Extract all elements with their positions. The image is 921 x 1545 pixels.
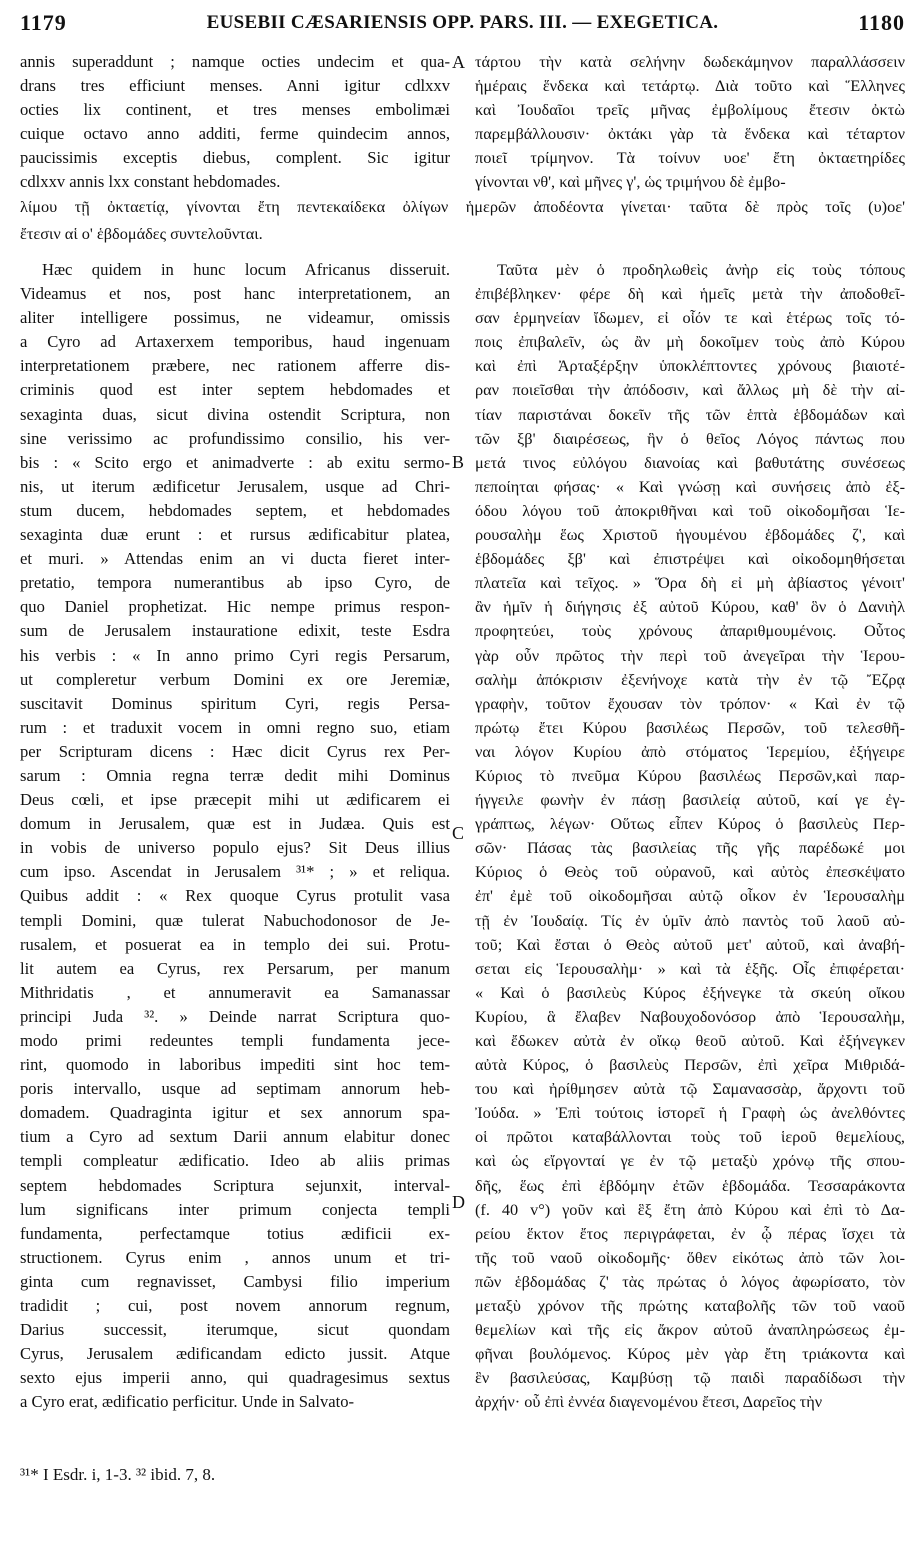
margin-letter-a: A bbox=[452, 52, 465, 72]
text-line: ἂν ἡμῖν ἡ διήγησις ἐξ αὐτοῦ Κύρου, καθ' ὃν ὁ Δανιὴλ bbox=[475, 597, 905, 617]
text-line: paucissimis exceptis diebus, complent. Sic igitur bbox=[20, 148, 450, 168]
text-line: ρείου ἕκτον ἔτος περιγράφεται, ἐν ᾧ πέρας ἴσχει τὰ bbox=[475, 1223, 905, 1243]
text-line: annis superaddunt ; namque octies undecim et qua- bbox=[20, 52, 450, 71]
text-line: structionem. Cyrus enim , annos unum et tri- bbox=[20, 1247, 450, 1267]
text-line: ρουσαλὴμ ἕως Χριστοῦ ἡγουμένου ἑβδομάδες ζ', καὶ bbox=[475, 525, 905, 545]
text-line: sine verissimo ac profundissimo consilio, his ver- bbox=[20, 428, 450, 448]
text-line: rusalem, et posuerat ea in templo dei sui. Protu- bbox=[20, 934, 450, 954]
margin-letter-d: D bbox=[452, 1192, 465, 1212]
text-line: οἱ πρῶτοι καταβάλλονται τοὺς τοῦ ἱεροῦ θεμελίους, bbox=[475, 1127, 905, 1147]
text-line: γραφὴν, τοῦτον ἔχουσαν τὸν τρόπον· « Καὶ ἐν τῷ bbox=[475, 693, 905, 713]
text-line: Κύριος τὸ πνεῦμα Κύρου βασιλέως Περσῶν,καὶ παρ- bbox=[475, 765, 905, 785]
text-line: fundamenta, perfectamque totius ædificii ex- bbox=[20, 1223, 450, 1243]
text-line: πρώτῳ ἔτει Κύρου βασιλέως Περσῶν, τοῦ τελεσθῆ- bbox=[475, 717, 905, 737]
greek-column-main bbox=[475, 258, 905, 1415]
text-line: stum ducem, hebdomades septem, et hebdomades bbox=[20, 500, 450, 520]
greek-column-top bbox=[475, 50, 905, 195]
text-line: καὶ ὡς εἴργονταί γε ἐν τῷ μεταξὺ χρόνῳ τῆς σπου- bbox=[475, 1151, 905, 1171]
text-line: καὶ ἐπὶ Ἀρταξέρξην ὑποκλέπτοντες χρόνους βιαιοτέ- bbox=[475, 356, 905, 376]
text-line: modo primi redeuntes templi fundamenta jece- bbox=[20, 1031, 450, 1050]
text-line: πλατεῖα καὶ τεῖχος. » Ὅρα δὴ εἰ μὴ ἀβίαστος γένοιτ' bbox=[475, 573, 905, 593]
text-line: sexaginta duas, sicut divina ostendit Scriptura, non bbox=[20, 404, 450, 424]
text-line: poris intervallo, usque ad septimam annorum heb- bbox=[20, 1079, 450, 1099]
text-line: sum de Jerusalem instauratione edixit, teste Esdra bbox=[20, 621, 450, 641]
text-line: interpretationem præbere, nec rationem afferre dis- bbox=[20, 356, 450, 376]
text-line: et muri. » Attendas enim an vi ducta fieret inter- bbox=[20, 549, 450, 569]
text-line: a Cyro erat, ædificatio perficitur. Unde in Salvato- bbox=[20, 1392, 355, 1412]
text-line: τῶν ξβ' διαιρέσεως, ἣν ὁ θεῖος Λόγος πάντως που bbox=[475, 428, 905, 448]
text-line: φῆναι βουλόμενος. Κύρος μὲν γὰρ ἔτη τριάκοντα καὶ bbox=[475, 1344, 905, 1364]
text-line: τοῦ; Καὶ ἔσται ὁ Θεὸς αὐτοῦ μετ' αὐτοῦ, καὶ ἀναβή- bbox=[475, 934, 905, 954]
page-number-left: 1179 bbox=[20, 10, 67, 35]
text-line: cuique octavo anno additi, ferme quindecim annos, bbox=[20, 124, 450, 144]
text-line: πεποίηται φήσας· « Καὶ γνώσῃ καὶ συνήσεις ἀπὸ ἐξ- bbox=[475, 476, 905, 496]
text-line: μετά τινος εὐλόγου διανοίας καὶ βαθυτάτης συνέσεως bbox=[475, 452, 905, 472]
text-line: ποις ἐπιβαλεῖν, ὡς ἂν μὴ δοκοῖμεν τοὺς ἀπὸ Κύρου bbox=[475, 332, 905, 352]
text-line: cum ipso. Ascendat in Jerusalem ³¹* ; » et reliqua. bbox=[20, 862, 450, 882]
text-line: Deus cœli, et ipse præcepit mihi ut ædificarem ei bbox=[20, 790, 450, 810]
text-line: σαν ἑρμηνείαν ἴδωμεν, εἰ οἷόν τε καὶ ἑτέρως τοῖς τό- bbox=[475, 308, 905, 328]
text-line: (f. 40 v°) γοῦν καὶ ἓξ ἔτη ἀπὸ Κύρου καὶ ἐπὶ τὸ Δα- bbox=[475, 1199, 905, 1219]
text-line: Hæc quidem in hunc locum Africanus disseruit. bbox=[42, 260, 450, 279]
text-line: in vobis de universo populo ejus? Sit Deus illius bbox=[20, 838, 450, 858]
text-line: καὶ ἔδωκεν αὐτὰ ἐν οἴκῳ θεοῦ αὐτοῦ. Καὶ ἐξήνεγκεν bbox=[475, 1031, 905, 1050]
text-line: γίνονται νθ', καὶ μῆνες γ', ὡς τριμήνου δὲ ἐμβο- bbox=[475, 172, 786, 192]
text-line: aliter intelligere possimus, ne videamur, omissis bbox=[20, 308, 450, 328]
text-line: octies lix continent, et tres menses embolimæi bbox=[20, 100, 450, 120]
text-line: γράπτως, λέγων· Οὕτως εἶπεν Κύρος ὁ βασιλεὺς Περ- bbox=[475, 814, 905, 834]
text-line: προφητεύει, τοὺς χρόνους ἀπαριθμουμένοις. Οὗτος bbox=[475, 621, 905, 641]
text-line: sarum : Omnia regna terræ dedit mihi Dominus bbox=[20, 765, 450, 785]
text-line: Κύριος ὁ Θεὸς τοῦ οὐρανοῦ, καὶ αὐτὸς ἐπεσκέψατο bbox=[475, 862, 905, 882]
text-line: quo Daniel prophetizat. Hic nempe primus respon- bbox=[20, 597, 450, 617]
text-line: θεμελίων καὶ τῆς εἰς ἄκρον αὐτοῦ ἀναπληρώσεως ἐμ- bbox=[475, 1320, 905, 1340]
text-line: lit autem ea Cyrus, rex Persarum, per manum bbox=[20, 958, 450, 978]
text-line: τάρτου τὴν κατὰ σελήνην δωδεκάμηνον παραλλάσσειν bbox=[475, 52, 905, 71]
text-line: sexaginta duæ erunt : et rursus ædificabitur platea, bbox=[20, 525, 450, 545]
text-line: Darius successit, iterumque, sicut quondam bbox=[20, 1320, 450, 1340]
text-line: rint, quomodo in laboribus impediti sint hoc tem- bbox=[20, 1055, 450, 1075]
text-line: ut compleretur verbum Domini ex ore Jeremiæ, bbox=[20, 669, 450, 689]
text-line: cdlxxv annis lxx constant hebdomades. bbox=[20, 172, 281, 192]
text-line: Ἰούδα. » Ἐπὶ τούτοις ἱστορεῖ ἡ Γραφὴ ὡς ἀνελθόντες bbox=[475, 1103, 905, 1123]
text-line: ἑβδομάδες ξβ' καὶ ἐπιστρέψει καὶ οἰκοδομηθήσεται bbox=[475, 549, 905, 569]
text-line: καὶ Ἰουδαῖοι τρεῖς μῆνας ἐμβολίμους ἔτεσιν ὀκτὼ bbox=[475, 100, 905, 120]
latin-column-main bbox=[20, 258, 450, 1415]
page-number-right: 1180 bbox=[858, 10, 905, 35]
margin-letter-c: C bbox=[452, 823, 465, 843]
text-line: γὰρ οὖν πρῶτος τὴν περὶ τοῦ ἀνεγεῖραι τὴν Ἱερου- bbox=[475, 645, 905, 665]
text-line: his verbis : « In anno primo Cyri regis Persarum, bbox=[20, 645, 450, 665]
footnote: ³¹* I Esdr. i, 1-3. ³² ibid. 7, 8. bbox=[20, 1465, 216, 1484]
text-line: templi compleatur ædificatio. Ideo ab aliis primas bbox=[20, 1151, 450, 1171]
text-line: ἐπιβέβληκεν· φέρε δὴ καὶ ἡμεῖς μετὰ τὴν ἀποδοθεῖ- bbox=[475, 284, 905, 304]
text-line: nis, ut iterum ædificetur Jerusalem, usque ad Chri- bbox=[20, 476, 450, 496]
text-line: rum : et traduxit vocem in omni regno suo, etiam bbox=[20, 717, 450, 737]
text-line: Mithridatis , et annumeravit ea Samanassar bbox=[20, 982, 450, 1002]
text-line: σεται εἰς Ἱερουσαλὴμ· » καὶ τὰ ἑξῆς. Οἷς ἐπιφέρεται· bbox=[475, 958, 905, 978]
text-line: ἐπ' ἐμὲ τοῦ οἰκοδομῆσαι αὐτῷ οἶκον ἐν Ἱερουσαλὴμ bbox=[475, 886, 905, 906]
text-line: πῶν ἑβδομάδας ζ' τὰς πρώτας ὁ λόγος ἀφωρίσατο, τὸν bbox=[475, 1271, 905, 1291]
text-line: domadem. Quadraginta igitur et sex annorum spa- bbox=[20, 1103, 450, 1123]
text-line: Κυρίου, ἃ ἔλαβεν Ναβουχοδονόσορ ἀπὸ Ἱερουσαλὴμ, bbox=[475, 1006, 905, 1026]
text-line: ἡμέραις ἕνδεκα καὶ τετάρτῳ. Διὰ τοῦτο καὶ Ἕλληνες bbox=[475, 76, 905, 96]
text-line: lum significans inter primum conjecta templi bbox=[20, 1199, 450, 1219]
text-line: sexto ejus imperii anno, qui quadragesimus sextus bbox=[20, 1368, 450, 1388]
latin-column-top bbox=[20, 50, 450, 195]
text-line: ραν ποιεῖσθαι τὴν ἀπόδοσιν, καὶ ἄλλως μὴ δὲ τὴν αἰ- bbox=[475, 380, 905, 400]
text-line: ἓν βασιλεύσας, Καμβύσῃ τῷ παιδὶ παραδίδωσι τὴν bbox=[475, 1368, 905, 1388]
text-line: σαλὴμ ἀπόκρισιν ἐξενήνοχε κατὰ τὴν ἐν τῷ Ἔζρᾳ bbox=[475, 669, 905, 689]
text-line: αὐτὰ Κύρος, ὁ βασιλεὺς Περσῶν, ἐπὶ χεῖρα Μιθριδά- bbox=[475, 1055, 905, 1075]
text-line: suscitavit Dominus spiritum Cyri, regis Persa- bbox=[20, 693, 450, 713]
text-line: drans tres efficiunt menses. Anni igitur cdlxxv bbox=[20, 76, 450, 96]
text-line: παρεμβάλλουσιν· ὀκτάκι γὰρ τὰ ἕνδεκα καὶ τέταρτον bbox=[475, 124, 905, 144]
text-line: domum in Jerusalem, quæ est in Judæa. Quis est bbox=[20, 814, 450, 834]
text-line: criminis quod est inter septem hebdomades et bbox=[20, 380, 450, 400]
text-line: δῆς, ἕως ἐπὶ ἑβδόμην ἐτῶν ἑβδομάδα. Τεσσαράκοντα bbox=[475, 1175, 905, 1195]
spanning-greek-line-2: ἔτεσιν αἱ ο' ἑβδομάδες συντελοῦνται. bbox=[20, 224, 263, 243]
text-line: ἀρχήν· οὗ ἐπὶ ἐννέα διαγενομένου ἔτεσι, Δαρεῖος τὴν bbox=[475, 1392, 823, 1412]
margin-letter-b: B bbox=[452, 452, 465, 472]
text-line: τίαν παριστάναι δοκεῖν τῆς τῶν ἑπτὰ ἑβδομάδων καὶ bbox=[475, 404, 905, 424]
text-line: templi Domini, quæ tulerat Nabuchodonosor de Je- bbox=[20, 910, 450, 930]
text-line: σῶν· Πάσας τὰς βασιλείας τῆς γῆς παρέδωκέ μοι bbox=[475, 838, 905, 858]
text-line: per Scripturam dicens : Hæc dicit Cyrus rex Per- bbox=[20, 741, 450, 761]
spanning-greek-line-1: λίμου τῇ ὀκταετίᾳ, γίνονται ἔτη πεντεκαίδεκα ὀλίγων ἡμερῶν ἀποδέοντα γίνεται· ταῦτα δὲ πρὸς τοῖς (υ)οε' bbox=[20, 197, 905, 216]
text-line: tium a Cyro ad sextum Darii annum elabitur donec bbox=[20, 1127, 450, 1147]
text-line: bis : « Scito ergo et animadverte : ab exitu sermo- bbox=[20, 452, 450, 472]
text-line: μεταξὺ χρόνον τῆς πρώτης καταβολῆς τῶν τοῦ ναοῦ bbox=[475, 1296, 905, 1316]
text-line: Quibus addit : « Rex quoque Cyrus protulit vasa bbox=[20, 886, 450, 906]
text-line: ναι λόγον Κυρίου ἀπὸ στόματος Ἱερεμίου, ἐξήγειρε bbox=[475, 741, 905, 761]
page-header bbox=[20, 10, 905, 40]
text-line: ποιεῖ τρίμηνον. Τὰ τοίνυν υοε' ἔτη ὀκταετηρίδες bbox=[475, 148, 905, 168]
text-line: pretatio, tempora numerantibus ab ipso Cyro, de bbox=[20, 573, 450, 593]
text-line: του καὶ ἠρίθμησεν αὐτὰ τῷ Σαμανασσὰρ, ἄρχοντι τοῦ bbox=[475, 1079, 905, 1099]
text-line: όδου λόγου τοῦ ἀποκριθῆναι καὶ τοῦ οἰκοδομῆσαι Ἱε- bbox=[475, 500, 905, 520]
text-line: a Cyro ad Artaxerxem temporibus, haud ingenuam bbox=[20, 332, 450, 352]
text-line: Videamus et nos, post hanc interpretationem, an bbox=[20, 284, 450, 304]
text-line: Ταῦτα μὲν ὁ προδηλωθεὶς ἀνὴρ εἰς τοὺς τόπους bbox=[497, 260, 905, 279]
text-line: τῇ ἐν Ἰουδαίᾳ. Τίς ἐν ὑμῖν ἀπὸ παντὸς τοῦ λαοῦ αὐ- bbox=[475, 910, 905, 930]
text-line: tradidit ; cui, post novem annorum regnum, bbox=[20, 1296, 450, 1316]
text-line: Cyrus, Jerusalem ædificandam edicto jussit. Atque bbox=[20, 1344, 450, 1364]
text-line: τῆς τοῦ ναοῦ οἰκοδομῆς· ὅθεν εἰκότως ἀπὸ τῶν λοι- bbox=[475, 1247, 905, 1267]
text-line: ήγγειλε φωνὴν ἐν πάσῃ βασιλείᾳ αὐτοῦ, καί γε ἐγ- bbox=[475, 790, 905, 810]
text-line: principi Juda ³². » Deinde narrat Scriptura quo- bbox=[20, 1006, 450, 1026]
running-title: EUSEBII CÆSARIENSIS OPP. PARS. III. — EXEGETICA. bbox=[206, 12, 719, 33]
text-line: septem hebdomades Scriptura sejunxit, interval- bbox=[20, 1175, 450, 1195]
text-line: « Καὶ ὁ βασιλεὺς Κύρος ἐξήνεγκε τὰ σκεύη οἴκου bbox=[475, 982, 905, 1002]
text-line: ginta cum regnavisset, Cambysi filio imperium bbox=[20, 1271, 450, 1291]
